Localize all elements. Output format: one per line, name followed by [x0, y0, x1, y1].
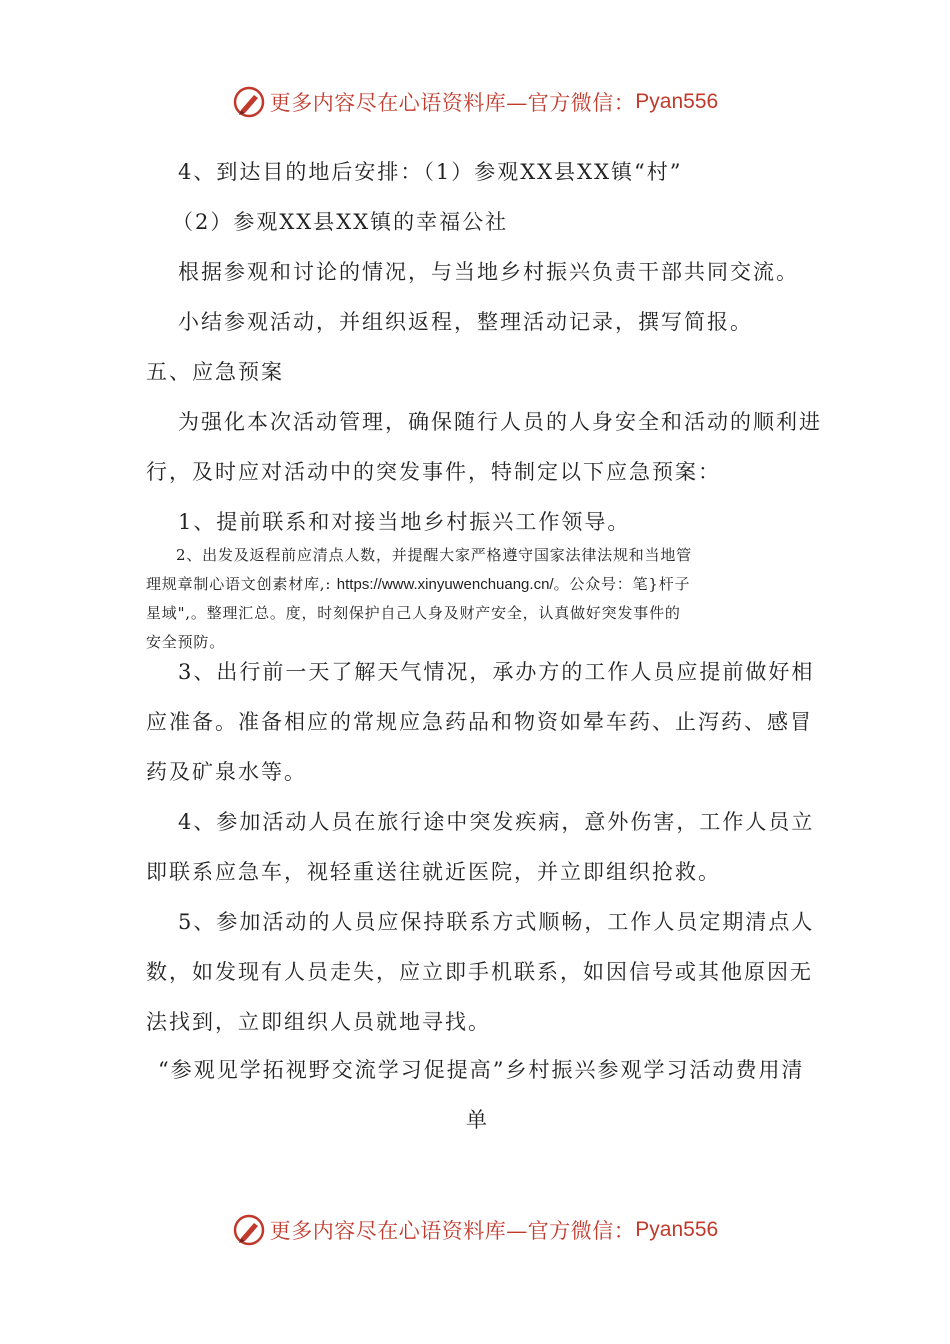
website-link[interactable]: https://www.xinyuwenchuang.cn/ — [336, 576, 554, 593]
paragraph: 应准备。准备相应的常规应急药品和物资如晕车药、止泻药、感冒 — [146, 710, 813, 734]
footer-banner — [0, 1210, 950, 1250]
pen-logo-icon — [232, 1213, 266, 1247]
pen-logo-icon — [232, 85, 266, 119]
paragraph: 为强化本次活动管理，确保随行人员的人身安全和活动的顺利进 — [178, 410, 822, 434]
paragraph: 1、提前联系和对接当地乡村振兴工作领导。 — [178, 510, 631, 534]
paragraph: 3、出行前一天了解天气情况，承办方的工作人员应提前做好相 — [178, 660, 815, 684]
small-line: 2、出发及返程前应清点人数，并提醒大家严格遵守国家法律法规和当地管 — [176, 546, 692, 564]
paragraph: 4、到达目的地后安排：（1）参观XX县XX镇“村” — [178, 160, 683, 184]
paragraph: 法找到，立即组织人员就地寻找。 — [146, 1010, 491, 1034]
header-banner — [0, 82, 950, 122]
paragraph: 药及矿泉水等。 — [146, 760, 307, 784]
small-line: 星域",。整理汇总。度，时刻保护自己人身及财产安全，认真做好突发事件的 — [146, 604, 681, 622]
paragraph: 5、参加活动的人员应保持联系方式顺畅，工作人员定期清点人 — [178, 910, 815, 934]
paragraph: 4、参加活动人员在旅行途中突发疾病，意外伤害，工作人员立 — [178, 810, 815, 834]
table-title: “参观见学拓视野交流学习促提高”乡村振兴参观学习活动费用清 — [158, 1058, 805, 1082]
banner-text: 更多内容尽在心语资料库—官方微信： — [269, 1219, 636, 1243]
small-text: 理规章制心语文创素材库,: — [146, 575, 337, 593]
paragraph: 小结参观活动，并组织返程，整理活动记录，撰写简报。 — [178, 310, 753, 334]
paragraph: 根据参观和讨论的情况，与当地乡村振兴负责干部共同交流。 — [178, 260, 799, 284]
paragraph: 即联系应急车，视轻重送往就近医院，并立即组织抢救。 — [146, 860, 721, 884]
section-heading: 五、应急预案 — [146, 360, 284, 384]
small-paragraph — [146, 541, 816, 657]
table-title: 单 — [466, 1108, 489, 1132]
paragraph: 行，及时应对活动中的突发事件，特制定以下应急预案： — [146, 460, 721, 484]
paragraph: （2）参观XX县XX镇的幸福公社 — [172, 210, 509, 234]
banner-wechat-id: Pyan556 — [635, 1218, 719, 1241]
small-line: 安全预防。 — [146, 633, 226, 651]
banner-wechat-id: Pyan556 — [635, 90, 719, 113]
banner-text: 更多内容尽在心语资料库—官方微信： — [269, 91, 636, 115]
small-text: 。公众号：笔}杆子 — [553, 575, 691, 593]
small-line — [146, 570, 816, 599]
paragraph: 数，如发现有人员走失，应立即手机联系，如因信号或其他原因无 — [146, 960, 813, 984]
